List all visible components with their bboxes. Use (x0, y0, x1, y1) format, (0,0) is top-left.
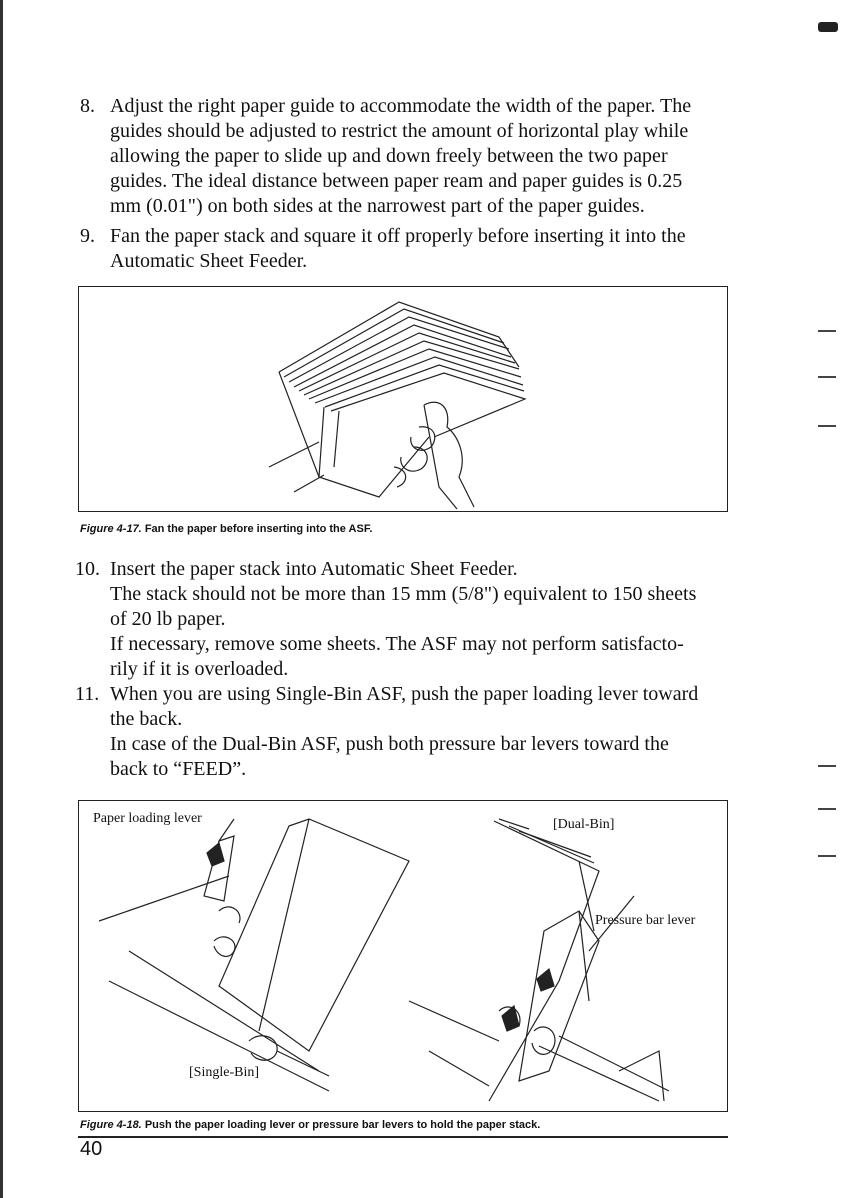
figure-4-18 (78, 800, 728, 1112)
text-line: back to “FEED”. (110, 758, 247, 780)
text-line: If necessary, remove some sheets. The ASF may not perform satisfacto- (110, 633, 684, 655)
pressure-bar-lever-label: Pressure bar lever (595, 913, 696, 928)
text-line: the back. (110, 708, 183, 730)
text-line: Adjust the right paper guide to accommodate the width of the paper. The (110, 95, 692, 117)
paper-loading-lever-label: Paper loading lever (93, 811, 202, 826)
text-line: mm (0.01") on both sides at the narrowest part of the paper guides. (110, 195, 645, 217)
single-bin-label: [Single-Bin] (189, 1065, 259, 1080)
step-9-text (110, 224, 728, 274)
text-line: The stack should not be more than 15 mm (5/8") equivalent to 150 sheets (110, 583, 697, 605)
caption-text: Push the paper loading lever or pressure bar levers to hold the paper stack. (144, 1119, 541, 1131)
step-number: 11. (75, 683, 100, 705)
text-line: Automatic Sheet Feeder. (110, 250, 308, 272)
step-number: 9. (80, 225, 95, 247)
text-line: In case of the Dual-Bin ASF, push both pressure bar levers toward the (110, 733, 669, 755)
figure-4-18-caption (80, 1119, 540, 1131)
page-number: 40 (80, 1138, 103, 1160)
step-8-text (110, 94, 728, 219)
text-line: When you are using Single-Bin ASF, push the paper loading lever toward (110, 683, 699, 705)
figure-4-17-caption (80, 523, 372, 535)
edge-mark (818, 855, 836, 857)
text-line: allowing the paper to slide up and down freely between the two paper (110, 145, 668, 167)
figure-4-17 (78, 286, 728, 512)
step-number: 8. (80, 95, 95, 117)
edge-mark (818, 376, 836, 378)
text-line: rily if it is overloaded. (110, 658, 289, 680)
text-line: guides should be adjusted to restrict the amount of horizontal play while (110, 120, 689, 142)
edge-mark (818, 765, 836, 767)
fan-paper-illustration (79, 287, 726, 510)
edge-mark (818, 330, 836, 332)
caption-number: Figure 4-17. (80, 523, 142, 535)
caption-text: Fan the paper before inserting into the ASF. (144, 523, 373, 535)
step-11-text (110, 682, 728, 782)
page-left-edge (0, 0, 3, 1198)
text-line: Fan the paper stack and square it off properly before inserting it into the (110, 225, 686, 247)
edge-mark (818, 425, 836, 427)
step-10-text (110, 557, 728, 682)
text-line: of 20 lb paper. (110, 608, 226, 630)
step-number: 10. (75, 558, 100, 580)
caption-number: Figure 4-18. (80, 1119, 142, 1131)
text-line: guides. The ideal distance between paper ream and paper guides is 0.25 (110, 170, 683, 192)
tab-mark (818, 22, 838, 32)
footer-rule (78, 1136, 728, 1138)
asf-levers-illustration (79, 801, 726, 1110)
dual-bin-label: [Dual-Bin] (553, 817, 615, 832)
edge-mark (818, 808, 836, 810)
text-line: Insert the paper stack into Automatic Sheet Feeder. (110, 558, 518, 580)
